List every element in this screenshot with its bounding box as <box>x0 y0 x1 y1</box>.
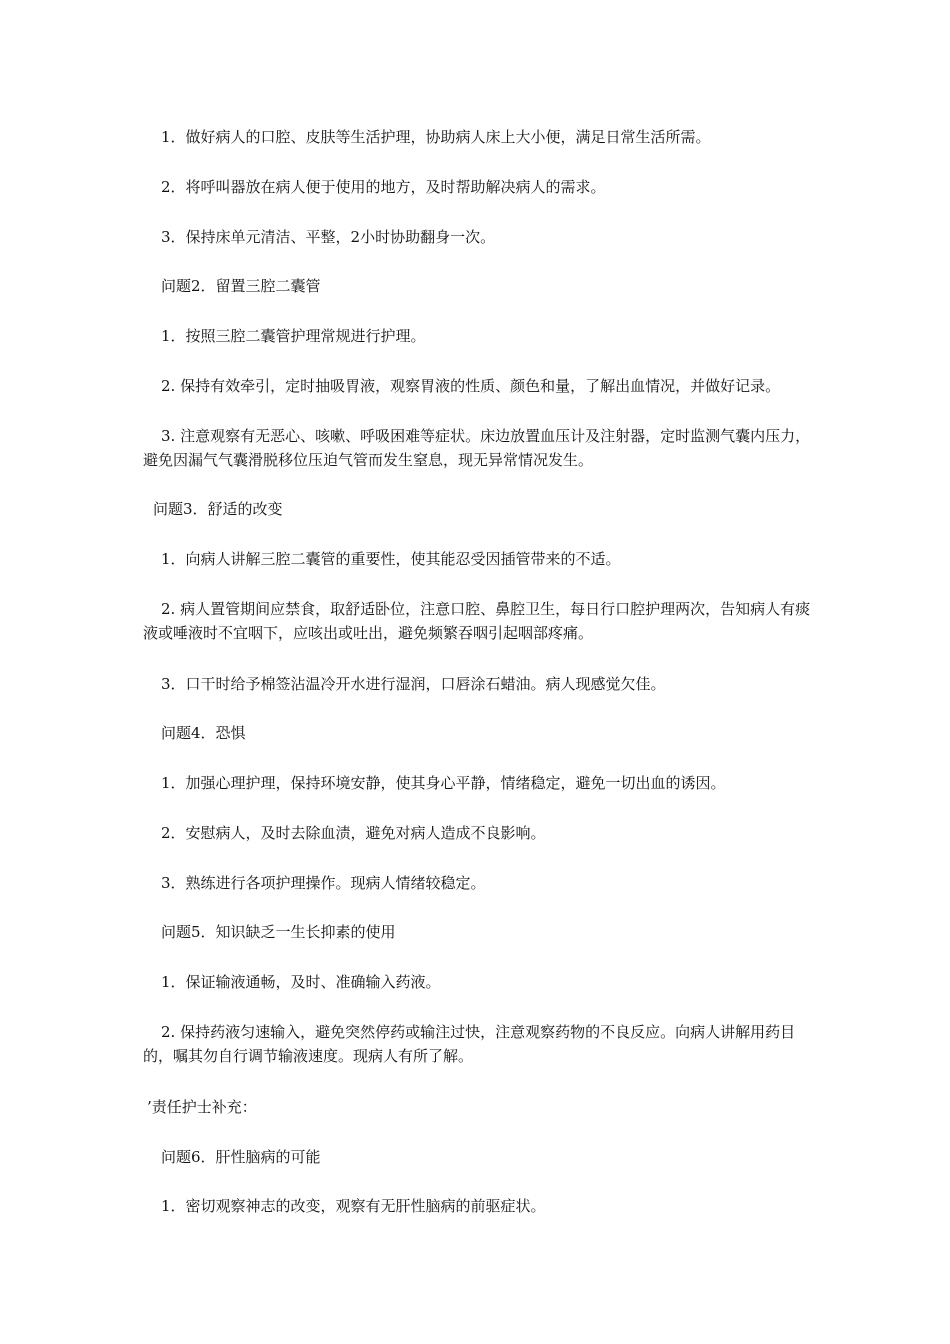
section-heading-problem-5: 问题5．知识缺乏一生长抑素的使用 <box>161 923 396 941</box>
paragraph-6: 2. 保持有效牵引，定时抽吸胃液，观察胃液的性质、颜色和量，了解出血情况，并做好记录。 <box>161 377 781 395</box>
paragraph-1: 1．做好病人的口腔、皮肤等生活护理，协助病人床上大小便，满足日常生活所需。 <box>161 128 711 146</box>
paragraph-10: 2. 病人置管期间应禁食，取舒适卧位，注意口腔、鼻腔卫生，每日行口腔护理两次，告知病人有痰液或唾液时不宜咽下，应咳出或吐出，避免频繁吞咽引起咽部疼痛。 <box>143 600 811 642</box>
paragraph-14: 2．安慰病人，及时去除血渍，避免对病人造成不良影响。 <box>161 824 546 842</box>
paragraph-11: 3．口干时给予棉签沾温冷开水进行湿润，口唇涂石蜡油。病人现感觉欠佳。 <box>161 675 666 693</box>
section-heading-problem-4: 问题4．恐惧 <box>161 724 246 742</box>
section-heading-problem-3: 问题3．舒适的改变 <box>153 500 283 518</box>
paragraph-9: 1．向病人讲解三腔二囊管的重要性，使其能忍受因插管带来的不适。 <box>161 550 621 568</box>
paragraph-18: 2. 保持药液匀速输入，避免突然停药或输注过快，注意观察药物的不良反应。向病人讲解用药目的，嘱其勿自行调节输液速度。现病人有所了解。 <box>143 1023 796 1065</box>
paragraph-3: 3．保持床单元清洁、平整，2小时协助翻身一次。 <box>161 228 496 246</box>
paragraph-2: 2．将呼叫器放在病人便于使用的地方，及时帮助解决病人的需求。 <box>161 178 606 196</box>
paragraph-21: 1．密切观察神志的改变，观察有无肝性脑病的前驱症状。 <box>161 1197 546 1215</box>
paragraph-13: 1．加强心理护理，保持环境安静，使其身心平静，情绪稳定，避免一切出血的诱因。 <box>161 774 726 792</box>
section-heading-problem-6: 问题6．肝性脑病的可能 <box>161 1148 321 1166</box>
paragraph-7: 3. 注意观察有无恶心、咳嗽、呼吸困难等症状。床边放置血压计及注射器，定时监测气囊内压力，避免因漏气气囊滑脱移位压迫气管而发生窒息，现无异常情况发生。 <box>143 427 811 469</box>
nurse-supplement-heading: ’责任护士补充： <box>147 1098 257 1116</box>
paragraph-5: 1．按照三腔二囊管护理常规进行护理。 <box>161 327 426 345</box>
paragraph-15: 3．熟练进行各项护理操作。现病人情绪较稳定。 <box>161 874 486 892</box>
section-heading-problem-2: 问题2．留置三腔二囊管 <box>161 277 321 295</box>
paragraph-17: 1．保证输液通畅，及时、准确输入药液。 <box>161 973 441 991</box>
